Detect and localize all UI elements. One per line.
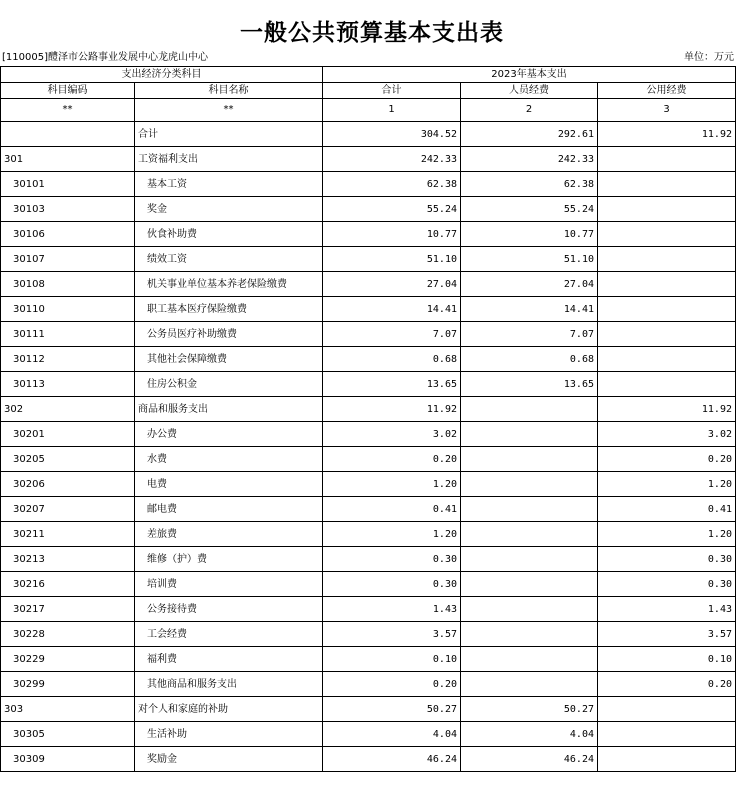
table-row xyxy=(1,722,736,747)
cell-code: 30101 xyxy=(1,172,135,197)
cell-public xyxy=(598,322,736,347)
cell-code: 30299 xyxy=(1,672,135,697)
table-row xyxy=(1,547,736,572)
cell-total: 46.24 xyxy=(323,747,461,772)
header-group-year: 2023年基本支出 xyxy=(323,67,736,83)
cell-public xyxy=(598,722,736,747)
cell-code: 303 xyxy=(1,697,135,722)
cell-public xyxy=(598,197,736,222)
index-personnel: 2 xyxy=(461,99,598,122)
header-group-classification: 支出经济分类科目 xyxy=(1,67,323,83)
cell-total: 13.65 xyxy=(323,372,461,397)
cell-name: 邮电费 xyxy=(135,497,323,522)
cell-name: 奖励金 xyxy=(135,747,323,772)
table-row xyxy=(1,647,736,672)
cell-code: 30106 xyxy=(1,222,135,247)
cell-code: 30229 xyxy=(1,647,135,672)
cell-personnel: 55.24 xyxy=(461,197,598,222)
cell-personnel xyxy=(461,547,598,572)
cell-code: 301 xyxy=(1,147,135,172)
cell-total: 0.30 xyxy=(323,572,461,597)
cell-public xyxy=(598,297,736,322)
table-row xyxy=(1,372,736,397)
cell-personnel: 51.10 xyxy=(461,247,598,272)
cell-personnel: 7.07 xyxy=(461,322,598,347)
cell-personnel: 13.65 xyxy=(461,372,598,397)
table-row xyxy=(1,297,736,322)
cell-personnel xyxy=(461,422,598,447)
cell-public: 0.10 xyxy=(598,647,736,672)
cell-code: 30305 xyxy=(1,722,135,747)
cell-name: 住房公积金 xyxy=(135,372,323,397)
cell-name: 福利费 xyxy=(135,647,323,672)
cell-code: 30201 xyxy=(1,422,135,447)
cell-code: 30216 xyxy=(1,572,135,597)
cell-total: 14.41 xyxy=(323,297,461,322)
table-row xyxy=(1,397,736,422)
cell-total: 10.77 xyxy=(323,222,461,247)
table-row xyxy=(1,272,736,297)
cell-total: 3.02 xyxy=(323,422,461,447)
cell-code: 30217 xyxy=(1,597,135,622)
cell-total: 1.20 xyxy=(323,522,461,547)
cell-total: 0.20 xyxy=(323,447,461,472)
cell-name: 其他商品和服务支出 xyxy=(135,672,323,697)
cell-code: 30211 xyxy=(1,522,135,547)
cell-total: 0.10 xyxy=(323,647,461,672)
cell-total: 7.07 xyxy=(323,322,461,347)
table-row xyxy=(1,222,736,247)
cell-public xyxy=(598,747,736,772)
cell-personnel xyxy=(461,572,598,597)
cell-personnel xyxy=(461,672,598,697)
index-code: ** xyxy=(1,99,135,122)
table-body xyxy=(1,122,736,772)
cell-personnel xyxy=(461,447,598,472)
cell-name: 办公费 xyxy=(135,422,323,447)
cell-personnel: 0.68 xyxy=(461,347,598,372)
cell-personnel xyxy=(461,622,598,647)
cell-public: 1.43 xyxy=(598,597,736,622)
cell-public xyxy=(598,372,736,397)
cell-total: 11.92 xyxy=(323,397,461,422)
cell-total: 1.43 xyxy=(323,597,461,622)
table-row xyxy=(1,572,736,597)
cell-total: 0.68 xyxy=(323,347,461,372)
cell-total: 55.24 xyxy=(323,197,461,222)
table-row xyxy=(1,422,736,447)
cell-total: 50.27 xyxy=(323,697,461,722)
cell-personnel: 10.77 xyxy=(461,222,598,247)
cell-public: 11.92 xyxy=(598,122,736,147)
col-header-total: 合计 xyxy=(323,83,461,99)
table-row xyxy=(1,447,736,472)
cell-public xyxy=(598,697,736,722)
cell-total: 4.04 xyxy=(323,722,461,747)
cell-name: 电费 xyxy=(135,472,323,497)
cell-total: 51.10 xyxy=(323,247,461,272)
cell-public: 1.20 xyxy=(598,522,736,547)
cell-personnel: 46.24 xyxy=(461,747,598,772)
table-row xyxy=(1,122,736,147)
table-row xyxy=(1,472,736,497)
cell-code: 30206 xyxy=(1,472,135,497)
cell-public: 0.41 xyxy=(598,497,736,522)
table-row xyxy=(1,622,736,647)
cell-code: 30205 xyxy=(1,447,135,472)
cell-total: 0.41 xyxy=(323,497,461,522)
cell-name: 机关事业单位基本养老保险缴费 xyxy=(135,272,323,297)
cell-code: 30110 xyxy=(1,297,135,322)
cell-name: 培训费 xyxy=(135,572,323,597)
cell-public: 1.20 xyxy=(598,472,736,497)
cell-code: 30113 xyxy=(1,372,135,397)
cell-name: 基本工资 xyxy=(135,172,323,197)
cell-personnel xyxy=(461,397,598,422)
cell-code: 30108 xyxy=(1,272,135,297)
cell-total: 1.20 xyxy=(323,472,461,497)
page-title: 一般公共预算基本支出表 xyxy=(240,19,504,46)
cell-name: 差旅费 xyxy=(135,522,323,547)
table-row xyxy=(1,172,736,197)
table-row xyxy=(1,147,736,172)
unit-label: 单位：万元 xyxy=(684,52,734,63)
cell-public: 3.02 xyxy=(598,422,736,447)
cell-public xyxy=(598,172,736,197)
cell-name: 奖金 xyxy=(135,197,323,222)
cell-public: 0.30 xyxy=(598,572,736,597)
cell-code: 30103 xyxy=(1,197,135,222)
cell-personnel xyxy=(461,497,598,522)
cell-public xyxy=(598,147,736,172)
cell-name: 商品和服务支出 xyxy=(135,397,323,422)
cell-personnel: 242.33 xyxy=(461,147,598,172)
cell-public: 11.92 xyxy=(598,397,736,422)
cell-name: 公务员医疗补助缴费 xyxy=(135,322,323,347)
cell-public: 3.57 xyxy=(598,622,736,647)
col-header-name: 科目名称 xyxy=(135,83,323,99)
cell-total: 0.20 xyxy=(323,672,461,697)
cell-public xyxy=(598,222,736,247)
cell-personnel: 62.38 xyxy=(461,172,598,197)
cell-personnel: 50.27 xyxy=(461,697,598,722)
cell-personnel xyxy=(461,647,598,672)
unit-organization: [110005]醴泽市公路事业发展中心龙虎山中心 xyxy=(2,52,208,63)
cell-total: 27.04 xyxy=(323,272,461,297)
cell-code: 30213 xyxy=(1,547,135,572)
table-row xyxy=(1,672,736,697)
col-header-personnel: 人员经费 xyxy=(461,83,598,99)
table-row xyxy=(1,497,736,522)
table-row xyxy=(1,197,736,222)
cell-personnel: 27.04 xyxy=(461,272,598,297)
cell-name: 伙食补助费 xyxy=(135,222,323,247)
cell-total: 0.30 xyxy=(323,547,461,572)
cell-public: 0.20 xyxy=(598,672,736,697)
cell-name: 维修（护）费 xyxy=(135,547,323,572)
cell-total: 242.33 xyxy=(323,147,461,172)
index-public: 3 xyxy=(598,99,736,122)
cell-public: 0.30 xyxy=(598,547,736,572)
cell-personnel xyxy=(461,597,598,622)
table-row xyxy=(1,597,736,622)
table-row xyxy=(1,697,736,722)
cell-code: 30207 xyxy=(1,497,135,522)
cell-total: 62.38 xyxy=(323,172,461,197)
cell-personnel xyxy=(461,522,598,547)
cell-name: 生活补助 xyxy=(135,722,323,747)
budget-table xyxy=(0,66,736,772)
table-row xyxy=(1,347,736,372)
cell-public: 0.20 xyxy=(598,447,736,472)
index-total: 1 xyxy=(323,99,461,122)
cell-name: 水费 xyxy=(135,447,323,472)
cell-total: 304.52 xyxy=(323,122,461,147)
cell-code: 30309 xyxy=(1,747,135,772)
cell-code: 30228 xyxy=(1,622,135,647)
cell-total: 3.57 xyxy=(323,622,461,647)
cell-name: 工会经费 xyxy=(135,622,323,647)
table-row xyxy=(1,522,736,547)
cell-personnel: 14.41 xyxy=(461,297,598,322)
cell-code: 302 xyxy=(1,397,135,422)
cell-public xyxy=(598,347,736,372)
cell-name: 合计 xyxy=(135,122,323,147)
cell-personnel: 4.04 xyxy=(461,722,598,747)
cell-code: 30107 xyxy=(1,247,135,272)
cell-personnel xyxy=(461,472,598,497)
cell-personnel: 292.61 xyxy=(461,122,598,147)
cell-public xyxy=(598,247,736,272)
cell-name: 工资福利支出 xyxy=(135,147,323,172)
cell-name: 绩效工资 xyxy=(135,247,323,272)
table-row xyxy=(1,247,736,272)
table-row xyxy=(1,747,736,772)
index-name: ** xyxy=(135,99,323,122)
cell-code xyxy=(1,122,135,147)
col-header-code: 科目编码 xyxy=(1,83,135,99)
cell-code: 30112 xyxy=(1,347,135,372)
cell-name: 其他社会保障缴费 xyxy=(135,347,323,372)
table-row xyxy=(1,322,736,347)
cell-name: 公务接待费 xyxy=(135,597,323,622)
cell-name: 对个人和家庭的补助 xyxy=(135,697,323,722)
cell-public xyxy=(598,272,736,297)
col-header-public: 公用经费 xyxy=(598,83,736,99)
cell-name: 职工基本医疗保险缴费 xyxy=(135,297,323,322)
cell-code: 30111 xyxy=(1,322,135,347)
